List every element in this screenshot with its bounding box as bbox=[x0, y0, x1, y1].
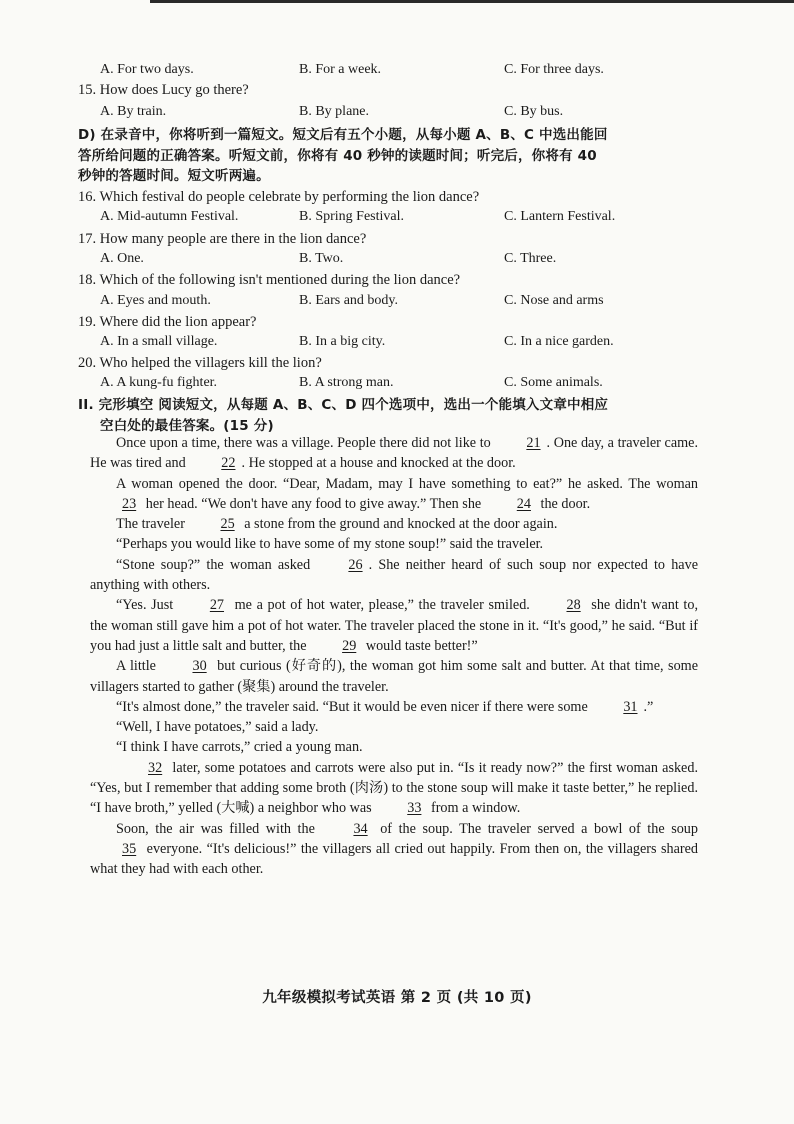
question-19: 19. Where did the lion appear? bbox=[78, 314, 257, 330]
option-c: C. Three. bbox=[504, 251, 557, 266]
option-b: B. A strong man. bbox=[299, 375, 394, 390]
passage-paragraph: A woman opened the door. “Dear, Madam, may I have something to eat?” he asked. The woman 23 her head. “We don't have any food to give away.” Then she 24 the door. bbox=[90, 474, 698, 515]
blank-29: 29 bbox=[342, 637, 357, 654]
option-c: C. For three days. bbox=[504, 62, 604, 77]
blank-22: 22 bbox=[221, 455, 236, 472]
passage-paragraph: “Yes. Just 27 me a pot of hot water, please,” the traveler smiled. 28 she didn't want to, the woman still gave him a pot of hot water. The traveler placed the stone in it. “It's good,” he said. “But if you had just a little salt and butter, the 29 would taste better!” bbox=[90, 595, 698, 656]
option-c: C. Some animals. bbox=[504, 375, 603, 390]
blank-33: 33 bbox=[407, 800, 422, 817]
option-b: B. Two. bbox=[299, 251, 344, 266]
options-row-16 bbox=[0, 207, 794, 227]
page-footer: 九年级模拟考试英语 第 2 页 (共 10 页) bbox=[262, 990, 532, 1006]
option-b: B. For a week. bbox=[299, 62, 382, 77]
option-b: B. By plane. bbox=[299, 104, 369, 119]
section-ii-instructions: II. 完形填空 阅读短文，从每题 A、B、C、D 四个选项中，选出一个能填入文章中相应 空白处的最佳答案。(15 分) bbox=[78, 397, 609, 434]
option-c: C. Lantern Festival. bbox=[504, 209, 616, 224]
option-a: A. By train. bbox=[100, 104, 167, 119]
options-row-14 bbox=[0, 60, 794, 80]
question-17: 17. How many people are there in the lion dance? bbox=[78, 231, 367, 247]
options-row-15 bbox=[0, 102, 794, 122]
option-a: A. A kung-fu fighter. bbox=[100, 375, 218, 390]
option-a: A. For two days. bbox=[100, 62, 194, 77]
question-16: 16. Which festival do people celebrate by performing the lion dance? bbox=[78, 189, 480, 205]
blank-35: 35 bbox=[122, 840, 137, 857]
options-row-20 bbox=[0, 373, 794, 393]
blank-34: 34 bbox=[353, 820, 368, 837]
cloze-passage bbox=[90, 433, 698, 880]
passage-paragraph: The traveler 25 a stone from the ground and knocked at the door again. bbox=[90, 514, 698, 534]
question-20: 20. Who helped the villagers kill the lion? bbox=[78, 355, 322, 371]
option-a: A. One. bbox=[100, 251, 144, 266]
option-b: B. Ears and body. bbox=[299, 293, 399, 308]
passage-paragraph: “It's almost done,” the traveler said. “But it would be even nicer if there were some 31 .” bbox=[90, 697, 698, 717]
question-18: 18. Which of the following isn't mentioned during the lion dance? bbox=[78, 272, 461, 288]
option-a: A. Eyes and mouth. bbox=[100, 293, 211, 308]
passage-paragraph: “Stone soup?” the woman asked 26 . She neither heard of such soup nor expected to have anything with others. bbox=[90, 556, 698, 594]
passage-paragraph: “Perhaps you would like to have some of my stone soup!” said the traveler. bbox=[116, 536, 544, 553]
option-a: A. In a small village. bbox=[100, 334, 218, 349]
blank-27: 27 bbox=[209, 597, 225, 614]
passage-paragraph: Soon, the air was filled with the 34 of the soup. The traveler served a bowl of the soup 35 everyone. “It's delicious!” the villagers all cried out happily. From then on, the villagers shared what they had with each other. bbox=[90, 820, 698, 878]
section-d-instructions: D) 在录音中，你将听到一篇短文。短文后有五个小题，从每小题 A、B、C 中选出能回 答所给问题的正确答案。听短文前，你将有 40 秒钟的读题时间；听完后，你将有 40 秒钟的答题时间。短文听两遍。 bbox=[78, 127, 608, 184]
blank-30: 30 bbox=[192, 658, 207, 675]
option-c: C. By bus. bbox=[504, 104, 564, 119]
options-row-17 bbox=[0, 249, 794, 269]
blank-24: 24 bbox=[516, 495, 531, 512]
passage-paragraph: Once upon a time, there was a village. People there did not like to 21 . One day, a traveler came. He was tired and 22 . He stopped at a house and knocked at the door. bbox=[90, 433, 698, 474]
blank-23: 23 bbox=[122, 495, 137, 512]
option-b: B. In a big city. bbox=[299, 334, 386, 349]
passage-paragraph: 32 later, some potatoes and carrots were also put in. “Is it ready now?” the first woman asked. “Yes, but I remember that adding some broth (肉汤) to the stone soup will make it taste better,” he replied. “I have broth,” yelled (大喊) a neighbor who was 33 from a window. bbox=[90, 758, 698, 819]
blank-31: 31 bbox=[623, 698, 638, 715]
blank-28: 28 bbox=[566, 597, 581, 614]
option-c: C. Nose and arms bbox=[504, 293, 604, 308]
option-c: C. In a nice garden. bbox=[504, 334, 614, 349]
passage-paragraph: A little 30 but curious (好奇的), the woman got him some salt and butter. At that time, some villagers started to gather (聚集) around the traveler. bbox=[90, 658, 699, 695]
options-row-18 bbox=[0, 291, 794, 311]
passage-paragraph: “I think I have carrots,” cried a young man. bbox=[116, 739, 363, 756]
blank-26: 26 bbox=[348, 556, 363, 573]
blank-32: 32 bbox=[148, 759, 163, 776]
option-b: B. Spring Festival. bbox=[299, 209, 405, 224]
options-row-19 bbox=[0, 332, 794, 352]
passage-paragraph: “Well, I have potatoes,” said a lady. bbox=[116, 719, 319, 736]
blank-25: 25 bbox=[220, 516, 235, 533]
option-a: A. Mid-autumn Festival. bbox=[100, 209, 239, 224]
question-15: 15. How does Lucy go there? bbox=[78, 82, 249, 98]
blank-21: 21 bbox=[526, 435, 541, 451]
